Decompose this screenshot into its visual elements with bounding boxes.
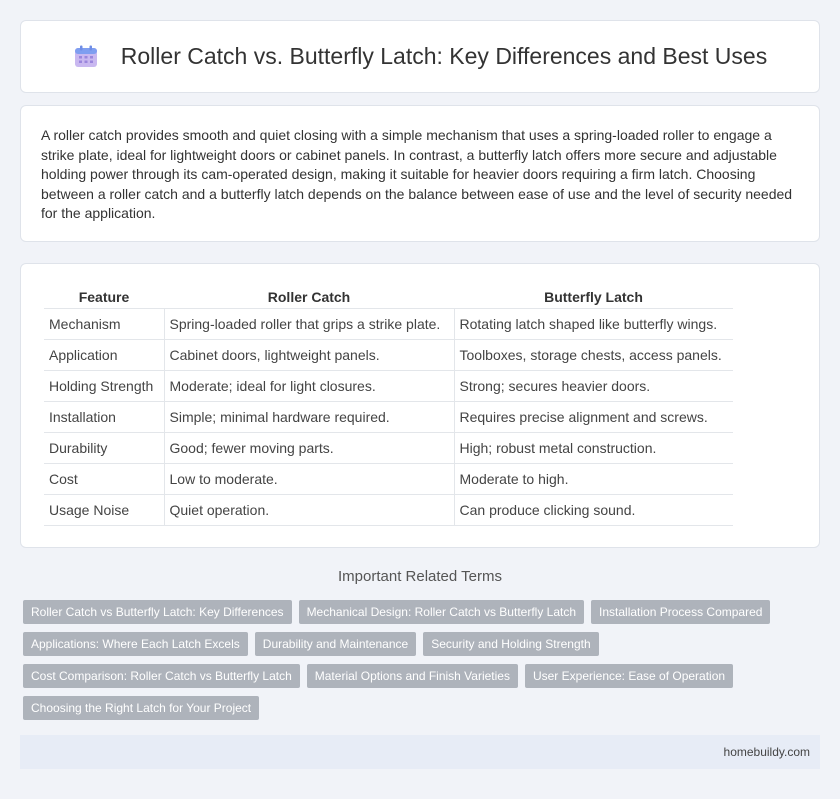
table-cell-feature: Usage Noise (44, 494, 164, 525)
related-terms-tags (23, 600, 813, 728)
table-cell-roller: Moderate; ideal for light closures. (164, 370, 454, 401)
comparison-table-card (20, 263, 820, 548)
page-title: Roller Catch vs. Butterfly Latch: Key Differences and Best Uses (120, 43, 768, 69)
table-row (44, 432, 733, 463)
table-cell-roller: Simple; minimal hardware required. (164, 401, 454, 432)
table-cell-butterfly: Requires precise alignment and screws. (454, 401, 733, 432)
table-row (44, 494, 733, 525)
related-term-tag[interactable]: Security and Holding Strength (423, 632, 598, 656)
table-cell-butterfly: Rotating latch shaped like butterfly wings. (454, 308, 733, 339)
table-cell-feature: Application (44, 339, 164, 370)
column-header-feature: Feature (44, 286, 164, 308)
table-cell-feature: Holding Strength (44, 370, 164, 401)
related-term-tag[interactable]: Cost Comparison: Roller Catch vs Butterfly Latch (23, 664, 300, 688)
table-row (44, 463, 733, 494)
column-header-butterfly-latch: Butterfly Latch (454, 286, 733, 308)
table-cell-feature: Installation (44, 401, 164, 432)
table-row (44, 308, 733, 339)
related-term-tag[interactable]: Mechanical Design: Roller Catch vs Butterfly Latch (299, 600, 584, 624)
related-terms-title: Important Related Terms (338, 568, 502, 585)
table-row (44, 370, 733, 401)
table-cell-roller: Low to moderate. (164, 463, 454, 494)
column-header-roller-catch: Roller Catch (164, 286, 454, 308)
table-cell-feature: Durability (44, 432, 164, 463)
table-row (44, 401, 733, 432)
related-term-tag[interactable]: Applications: Where Each Latch Excels (23, 632, 248, 656)
table-cell-butterfly: Can produce clicking sound. (454, 494, 733, 525)
table-cell-feature: Mechanism (44, 308, 164, 339)
related-term-tag[interactable]: Choosing the Right Latch for Your Project (23, 696, 259, 720)
footer (20, 735, 820, 769)
table-cell-butterfly: High; robust metal construction. (454, 432, 733, 463)
related-term-tag[interactable]: Durability and Maintenance (255, 632, 416, 656)
table-header-row (44, 286, 733, 308)
table-cell-butterfly: Moderate to high. (454, 463, 733, 494)
footer-site-link[interactable]: homebuildy.com (723, 745, 810, 759)
table-cell-roller: Spring-loaded roller that grips a strike plate. (164, 308, 454, 339)
calendar-icon (73, 45, 99, 69)
table-cell-roller: Quiet operation. (164, 494, 454, 525)
related-term-tag[interactable]: Installation Process Compared (591, 600, 770, 624)
header-card (20, 20, 820, 93)
intro-paragraph: A roller catch provides smooth and quiet closing with a simple mechanism that uses a spring-loaded roller to engage a strike plate, ideal for lightweight doors or cabinet panels. In contrast, a butterfly latch offers more secure and adjustable holding power through its cam-operated design, making it suitable for heavier doors requiring a firm latch. Choosing between a roller catch and a butterfly latch depends on the balance between ease of use and the level of security needed for the application. (41, 127, 793, 221)
table-cell-feature: Cost (44, 463, 164, 494)
table-cell-butterfly: Toolboxes, storage chests, access panels. (454, 339, 733, 370)
table-cell-roller: Good; fewer moving parts. (164, 432, 454, 463)
table-cell-butterfly: Strong; secures heavier doors. (454, 370, 733, 401)
comparison-table (44, 286, 733, 526)
related-term-tag[interactable]: Material Options and Finish Varieties (307, 664, 518, 688)
intro-card (20, 105, 820, 242)
related-term-tag[interactable]: User Experience: Ease of Operation (525, 664, 733, 688)
related-term-tag[interactable]: Roller Catch vs Butterfly Latch: Key Differences (23, 600, 292, 624)
table-row (44, 339, 733, 370)
table-cell-roller: Cabinet doors, lightweight panels. (164, 339, 454, 370)
